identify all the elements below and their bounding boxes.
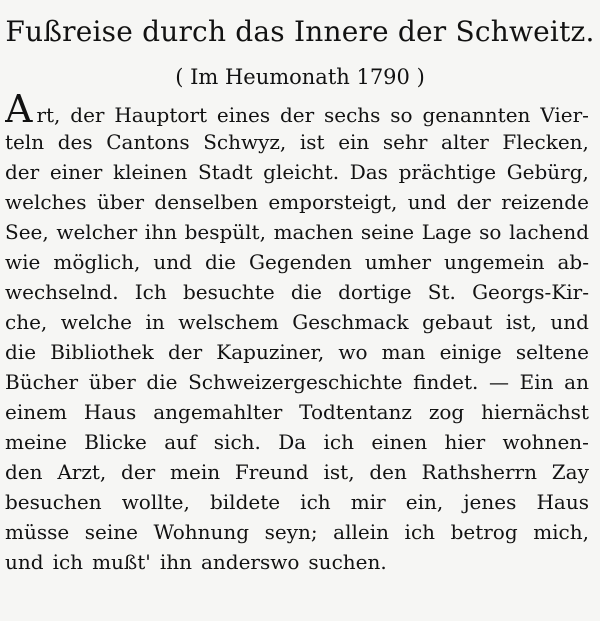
word: Rathsherrn <box>421 460 537 484</box>
word: Geschmack <box>292 310 409 334</box>
word: ab- <box>557 250 589 274</box>
word: Lage <box>421 220 472 244</box>
word: prächtige <box>398 160 497 184</box>
word: alter <box>441 130 489 154</box>
word: mußt' <box>92 550 151 574</box>
word: der <box>70 103 105 127</box>
word: in <box>145 310 165 334</box>
word: gebaut <box>422 310 493 334</box>
word: betrog <box>450 520 518 544</box>
text-line <box>5 517 589 547</box>
document-subtitle: ( Im Heumonath 1790 ) <box>175 65 425 89</box>
word: Schweizergeschichte <box>188 370 403 394</box>
word: die <box>290 280 322 304</box>
word: ungemein <box>444 250 545 274</box>
word: Haus <box>536 490 589 514</box>
word: seyn; <box>264 520 318 544</box>
word: und <box>407 190 447 214</box>
word: sechs <box>324 103 381 127</box>
word: einen <box>371 430 428 454</box>
word: Ein <box>519 370 554 394</box>
word: ihn <box>144 220 177 244</box>
word: an <box>564 370 589 394</box>
word: hiernächst <box>481 400 589 424</box>
word: ist, <box>323 460 355 484</box>
word: bespült, <box>184 220 266 244</box>
word: welche <box>60 310 133 334</box>
word: wechselnd. <box>5 280 119 304</box>
word: die <box>5 340 37 364</box>
word: Gebürg, <box>506 160 589 184</box>
word: Cantons <box>106 130 190 154</box>
word: ihn <box>159 550 192 574</box>
word: eines <box>216 103 271 127</box>
word: — <box>489 370 509 394</box>
text-line <box>5 187 589 217</box>
word: che, <box>5 310 48 334</box>
word: mich, <box>533 520 589 544</box>
word: Stadt <box>198 160 253 184</box>
word: welschem <box>178 310 279 334</box>
word: des <box>57 130 93 154</box>
word: bildete <box>209 490 281 514</box>
word: Ich <box>134 280 167 304</box>
word: über <box>96 190 145 214</box>
word: anderswo <box>200 550 300 574</box>
word: kleinen <box>113 160 188 184</box>
word: ich <box>52 550 84 574</box>
word: Arzt, <box>57 460 107 484</box>
word: lachend <box>509 220 589 244</box>
word: findet. <box>413 370 479 394</box>
word: ein, <box>405 490 444 514</box>
word: Hauptort <box>114 103 208 127</box>
word: sich. <box>213 430 261 454</box>
text-line <box>5 307 589 337</box>
text-line <box>5 127 589 157</box>
word: See, <box>5 220 49 244</box>
word: mein <box>170 460 221 484</box>
word: der <box>5 160 40 184</box>
text-line <box>5 487 589 517</box>
body-text <box>5 94 589 577</box>
word: Schwyz, <box>203 130 287 154</box>
word: welches <box>5 190 87 214</box>
word: und <box>5 550 44 574</box>
word: ist, <box>505 310 537 334</box>
word: Georgs-Kir- <box>472 280 589 304</box>
word: so <box>479 220 502 244</box>
word: man <box>381 340 426 364</box>
word: besuchen <box>5 490 102 514</box>
word: einige <box>439 340 502 364</box>
word: Da <box>278 430 307 454</box>
document-title: Fußreise durch das Innere der Schweitz. <box>5 15 595 48</box>
word: auf <box>164 430 197 454</box>
word: Zay <box>551 460 589 484</box>
text-line <box>5 547 589 577</box>
word: mir <box>350 490 386 514</box>
text-line <box>5 247 589 277</box>
word: einem <box>5 400 67 424</box>
word: ich <box>300 490 331 514</box>
text-line <box>5 337 589 367</box>
word: denselben <box>154 190 258 214</box>
text-line <box>5 397 589 427</box>
word: Bücher <box>5 370 79 394</box>
word: seltene <box>515 340 589 364</box>
word: angemahlter <box>153 400 283 424</box>
word: Kapuziner, <box>216 340 325 364</box>
word: welcher <box>56 220 138 244</box>
word: gleicht. <box>263 160 340 184</box>
text-line <box>5 217 589 247</box>
word: Haus <box>83 400 137 424</box>
word: Wohnung <box>153 520 250 544</box>
word: so <box>390 103 413 127</box>
text-line <box>5 457 589 487</box>
word: ist <box>299 130 325 154</box>
word: ich <box>404 520 436 544</box>
word: der <box>121 460 156 484</box>
text-line <box>5 367 589 397</box>
word: wollte, <box>121 490 190 514</box>
word: müsse <box>5 520 70 544</box>
word: Das <box>349 160 388 184</box>
word: Todtentanz <box>299 400 412 424</box>
word: wo <box>338 340 368 364</box>
word: über <box>88 370 136 394</box>
word: seine <box>360 220 415 244</box>
text-line <box>5 427 589 457</box>
word: einer <box>49 160 103 184</box>
text-line <box>5 157 589 187</box>
text-line <box>5 277 589 307</box>
word: Gegenden <box>249 250 352 274</box>
text-line <box>5 94 589 127</box>
word: hier <box>444 430 486 454</box>
word: wohnen- <box>502 430 589 454</box>
word: Flecken, <box>502 130 589 154</box>
word: reizende <box>501 190 589 214</box>
word: und <box>153 250 192 274</box>
word: der <box>167 340 203 364</box>
word: die <box>146 370 178 394</box>
word: den <box>5 460 43 484</box>
word: wie <box>5 250 41 274</box>
word: möglich, <box>53 250 141 274</box>
word: meine <box>5 430 67 454</box>
word: genannten <box>422 103 531 127</box>
word: der <box>279 103 315 127</box>
word: teln <box>5 130 45 154</box>
word: ich <box>323 430 354 454</box>
word: ein <box>338 130 370 154</box>
word: den <box>369 460 407 484</box>
word: besuchte <box>182 280 275 304</box>
word: Vier- <box>540 103 589 127</box>
word: St. <box>427 280 456 304</box>
word: umher <box>364 250 432 274</box>
word: allein <box>333 520 390 544</box>
word: der <box>456 190 491 214</box>
word: Art, <box>5 94 60 127</box>
word: seine <box>84 520 138 544</box>
word: machen <box>273 220 354 244</box>
word: sehr <box>382 130 428 154</box>
word: emporsteigt, <box>268 190 398 214</box>
word: dortige <box>338 280 412 304</box>
word: Bibliothek <box>50 340 154 364</box>
word: die <box>204 250 237 274</box>
drop-initial: A <box>5 94 33 127</box>
word: und <box>550 310 589 334</box>
word: jenes <box>463 490 517 514</box>
word: suchen. <box>308 550 387 574</box>
word: Blicke <box>84 430 147 454</box>
word: zog <box>428 400 465 424</box>
word: Freund <box>234 460 309 484</box>
